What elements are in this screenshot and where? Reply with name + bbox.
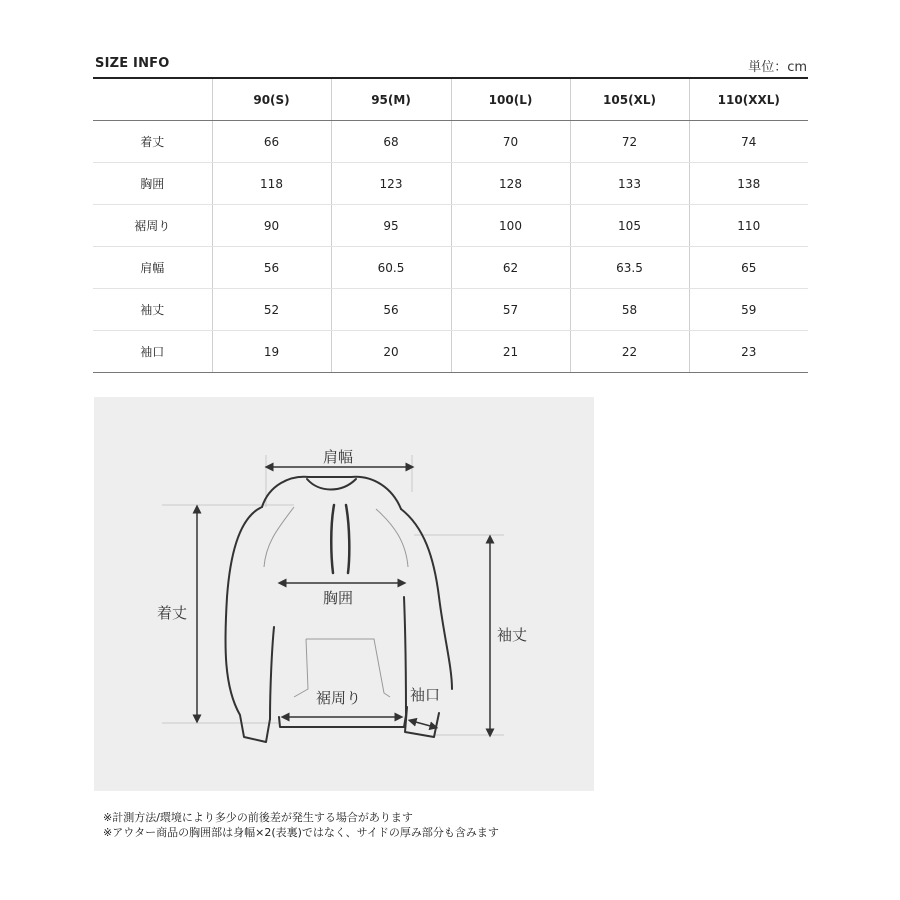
row-label: 肩幅 bbox=[93, 247, 212, 289]
cuff-label: 袖口 bbox=[410, 686, 441, 704]
row-label: 着丈 bbox=[93, 121, 212, 163]
table-cell: 52 bbox=[212, 289, 331, 331]
table-cell: 60.5 bbox=[331, 247, 451, 289]
size-info-title: SIZE INFO bbox=[95, 56, 170, 71]
table-cell: 56 bbox=[212, 247, 331, 289]
table-cell: 59 bbox=[689, 289, 808, 331]
table-cell: 95 bbox=[331, 205, 451, 247]
row-label: 袖丈 bbox=[93, 289, 212, 331]
table-header-row bbox=[93, 78, 808, 121]
table-cell: 105 bbox=[570, 205, 689, 247]
table-row bbox=[93, 121, 808, 163]
table-cell: 90 bbox=[212, 205, 331, 247]
header-cell: 95(M) bbox=[331, 78, 451, 121]
table-cell: 23 bbox=[689, 331, 808, 373]
hem-label: 裾周り bbox=[316, 689, 362, 707]
table-cell: 56 bbox=[331, 289, 451, 331]
table-cell: 70 bbox=[451, 121, 570, 163]
header-cell: 105(XL) bbox=[570, 78, 689, 121]
header-cell bbox=[93, 78, 212, 121]
table-cell: 20 bbox=[331, 331, 451, 373]
table-cell: 58 bbox=[570, 289, 689, 331]
header-cell: 90(S) bbox=[212, 78, 331, 121]
table-cell: 74 bbox=[689, 121, 808, 163]
sleeve-length-label: 袖丈 bbox=[497, 626, 528, 644]
notes bbox=[103, 810, 499, 840]
table-row bbox=[93, 205, 808, 247]
table-cell: 110 bbox=[689, 205, 808, 247]
table-cell: 66 bbox=[212, 121, 331, 163]
table-cell: 118 bbox=[212, 163, 331, 205]
hoodie-measurement-diagram bbox=[94, 397, 594, 791]
table-cell: 128 bbox=[451, 163, 570, 205]
table-row bbox=[93, 163, 808, 205]
table-cell: 100 bbox=[451, 205, 570, 247]
table-cell: 133 bbox=[570, 163, 689, 205]
table-cell: 138 bbox=[689, 163, 808, 205]
table-cell: 21 bbox=[451, 331, 570, 373]
row-label: 裾周り bbox=[93, 205, 212, 247]
note-line: ※アウター商品の胸囲部は身幅×2(表裏)ではなく、サイドの厚み部分も含みます bbox=[103, 826, 499, 839]
length-label: 着丈 bbox=[157, 604, 188, 622]
table-cell: 68 bbox=[331, 121, 451, 163]
drawstrings bbox=[331, 505, 349, 573]
header-cell: 110(XXL) bbox=[689, 78, 808, 121]
row-label: 胸囲 bbox=[93, 163, 212, 205]
table-cell: 72 bbox=[570, 121, 689, 163]
table-row bbox=[93, 331, 808, 373]
chest-label: 胸囲 bbox=[323, 589, 354, 607]
table-cell: 57 bbox=[451, 289, 570, 331]
table-row bbox=[93, 247, 808, 289]
table-cell: 22 bbox=[570, 331, 689, 373]
row-label: 袖口 bbox=[93, 331, 212, 373]
unit-label: 単位：cm bbox=[748, 60, 807, 75]
size-table bbox=[93, 77, 808, 373]
table-cell: 19 bbox=[212, 331, 331, 373]
note-line: ※計測方法/環境により多少の前後差が発生する場合があります bbox=[103, 811, 413, 824]
table-row bbox=[93, 289, 808, 331]
table-cell: 62 bbox=[451, 247, 570, 289]
table-cell: 65 bbox=[689, 247, 808, 289]
table-cell: 123 bbox=[331, 163, 451, 205]
header-cell: 100(L) bbox=[451, 78, 570, 121]
table-cell: 63.5 bbox=[570, 247, 689, 289]
shoulder-label: 肩幅 bbox=[323, 448, 354, 466]
